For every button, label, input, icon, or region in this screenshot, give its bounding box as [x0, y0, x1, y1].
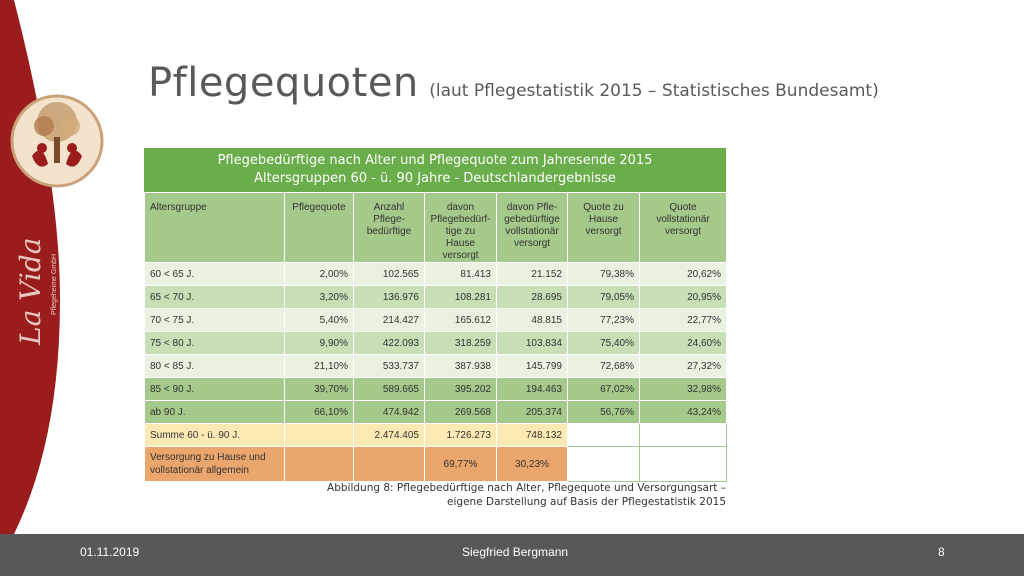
cell-home-quote: 79,05% [568, 286, 640, 309]
cell-stat-quote: 43,24% [640, 401, 727, 424]
cell-stationary: 194.463 [497, 378, 568, 401]
brand-vertical-text [8, 205, 64, 355]
col-header-pflegequote: Pflegequote [285, 193, 354, 263]
title-main: Pflegequoten [148, 60, 419, 106]
pflegequote-table [144, 148, 726, 482]
cell-stat-quote: 22,77% [640, 309, 727, 332]
table-row [145, 401, 727, 424]
sum-stationary: 748.132 [497, 424, 568, 447]
table-row [145, 332, 727, 355]
sum-blank-cell [568, 424, 640, 447]
sum-blank-cell [640, 424, 727, 447]
care-home: 69,77% [425, 447, 497, 482]
cell-stat-quote: 20,95% [640, 286, 727, 309]
cell-stationary: 21.152 [497, 263, 568, 286]
cell-home: 269.568 [425, 401, 497, 424]
cell-count: 474.942 [354, 401, 425, 424]
cell-stat-quote: 20,62% [640, 263, 727, 286]
cell-group: 60 < 65 J. [145, 263, 285, 286]
care-empty [285, 447, 354, 482]
cell-count: 136.976 [354, 286, 425, 309]
cell-count: 102.565 [354, 263, 425, 286]
care-label: Versorgung zu Hause und vollstationär allgemein [145, 447, 285, 482]
sum-count: 2.474.405 [354, 424, 425, 447]
cell-stat-quote: 32,98% [640, 378, 727, 401]
footer-bar [0, 534, 1024, 576]
cell-stationary: 145.799 [497, 355, 568, 378]
title-subtitle: (laut Pflegestatistik 2015 – Statistisches Bundesamt) [429, 81, 879, 101]
cell-home-quote: 75,40% [568, 332, 640, 355]
data-table [144, 192, 727, 482]
cell-group: 85 < 90 J. [145, 378, 285, 401]
care-empty [354, 447, 425, 482]
cell-group: 80 < 85 J. [145, 355, 285, 378]
sum-home: 1.726.273 [425, 424, 497, 447]
cell-stat-quote: 27,32% [640, 355, 727, 378]
slide-title [148, 60, 879, 106]
brand-tagline: Pflegeheime GmbH [51, 253, 58, 315]
cell-stationary: 28.695 [497, 286, 568, 309]
col-header-quote-hause: Quote zu Hause versorgt [568, 193, 640, 263]
table-row [145, 378, 727, 401]
cell-group: 75 < 80 J. [145, 332, 285, 355]
col-header-quote-vollstationaer: Quote vollstationär versorgt [640, 193, 727, 263]
sum-row [145, 424, 727, 447]
col-header-vollstationaer: davon Pfle-gebedürftige vollstationär versorgt [497, 193, 568, 263]
cell-quote: 3,20% [285, 286, 354, 309]
table-title-line1: Pflegebedürftige nach Alter und Pflegequote zum Jahresende 2015 [217, 153, 653, 168]
brand-name: La Vida [14, 237, 47, 345]
cell-home: 318.259 [425, 332, 497, 355]
table-row [145, 355, 727, 378]
la-vida-logo [8, 92, 106, 190]
cell-home-quote: 77,23% [568, 309, 640, 332]
sum-label: Summe 60 - ü. 90 J. [145, 424, 285, 447]
table-row [145, 309, 727, 332]
cell-home: 165.612 [425, 309, 497, 332]
sum-quote-empty [285, 424, 354, 447]
cell-quote: 2,00% [285, 263, 354, 286]
header-row [145, 193, 727, 263]
cell-home-quote: 56,76% [568, 401, 640, 424]
cell-quote: 39,70% [285, 378, 354, 401]
cell-stat-quote: 24,60% [640, 332, 727, 355]
cell-count: 533.737 [354, 355, 425, 378]
cell-quote: 5,40% [285, 309, 354, 332]
col-header-zu-hause: davon Pflegebedürf-tige zu Hause versorgt [425, 193, 497, 263]
care-row [145, 447, 727, 482]
care-blank-cell [640, 447, 727, 482]
cell-stationary: 103.834 [497, 332, 568, 355]
cell-quote: 21,10% [285, 355, 354, 378]
table-title-line2: Altersgruppen 60 - ü. 90 Jahre - Deutschlandergebnisse [254, 171, 616, 186]
caption-line2: eigene Darstellung auf Basis der Pflegestatistik 2015 [447, 496, 726, 508]
col-header-anzahl: Anzahl Pflege-bedürftige [354, 193, 425, 263]
footer-author: Siegfried Bergmann [462, 545, 569, 559]
cell-home: 81.413 [425, 263, 497, 286]
cell-home-quote: 72,68% [568, 355, 640, 378]
cell-home: 387.938 [425, 355, 497, 378]
table-row [145, 263, 727, 286]
figure-caption [300, 481, 726, 509]
footer-page-number: 8 [938, 545, 945, 559]
cell-quote: 66,10% [285, 401, 354, 424]
col-header-altersgruppe: Altersgruppe [145, 193, 285, 263]
cell-stationary: 48.815 [497, 309, 568, 332]
table-row [145, 286, 727, 309]
cell-count: 589.665 [354, 378, 425, 401]
care-stationary: 30,23% [497, 447, 568, 482]
cell-count: 214.427 [354, 309, 425, 332]
cell-group: 65 < 70 J. [145, 286, 285, 309]
cell-home-quote: 79,38% [568, 263, 640, 286]
cell-home-quote: 67,02% [568, 378, 640, 401]
cell-group: ab 90 J. [145, 401, 285, 424]
cell-group: 70 < 75 J. [145, 309, 285, 332]
cell-home: 395.202 [425, 378, 497, 401]
table-title [144, 148, 726, 192]
cell-count: 422.093 [354, 332, 425, 355]
caption-line1: Abbildung 8: Pflegebedürftige nach Alter, Pflegequote und Versorgungsart – [327, 482, 726, 494]
cell-home: 108.281 [425, 286, 497, 309]
cell-quote: 9,90% [285, 332, 354, 355]
cell-stationary: 205.374 [497, 401, 568, 424]
footer-date: 01.11.2019 [80, 545, 140, 559]
care-blank-cell [568, 447, 640, 482]
